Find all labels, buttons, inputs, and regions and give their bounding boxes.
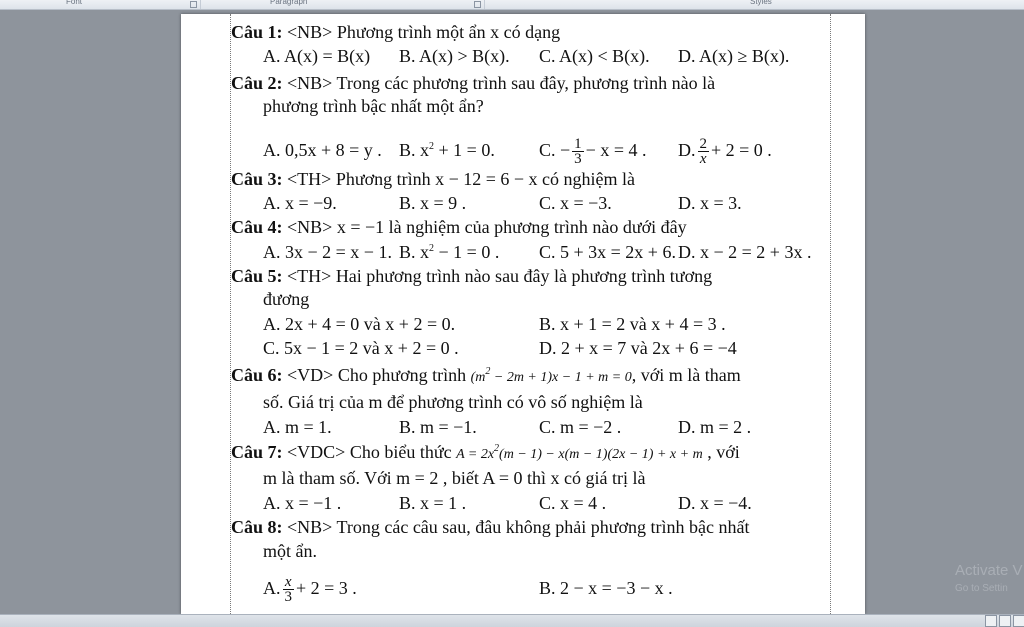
- option-b-rest: − 1 = 0 .: [434, 242, 500, 262]
- option-c: C. x = 4 .: [539, 493, 607, 513]
- option-b: B. x = 1 .: [399, 493, 467, 513]
- question-1: [231, 21, 560, 43]
- question-text-end: , với m là tham: [631, 365, 741, 385]
- option-c-label: C. −: [539, 140, 571, 160]
- ribbon-group-paragraph-label: Paragraph: [270, 0, 308, 6]
- option-c: C. 5x − 1 = 2 và x + 2 = 0 .: [263, 338, 459, 358]
- option-b-base: B. x: [399, 140, 430, 160]
- full-screen-view-icon[interactable]: [999, 615, 1011, 627]
- expression-base: A = 2x: [456, 447, 495, 462]
- option-d-label: D.: [678, 140, 696, 160]
- equation-base: (m: [470, 370, 486, 385]
- option-b: B. x = 9 .: [399, 193, 467, 213]
- question-7-continued: m là tham số. Với m = 2 , biết A = 0 thì x có giá trị là: [263, 468, 646, 488]
- option-a: A. x = −9.: [263, 193, 337, 213]
- option-a: A. 3x − 2 = x − 1.: [263, 242, 392, 262]
- exponent: 2: [429, 141, 435, 152]
- question-number: Câu 2:: [231, 73, 283, 93]
- question-text: <TH> Hai phương trình nào sau đây là phương trình tương: [282, 266, 713, 286]
- option-c: C. A(x) < B(x).: [539, 46, 650, 66]
- question-2-continued: phương trình bậc nhất một ẩn?: [263, 96, 484, 116]
- font-dialog-launcher-icon[interactable]: [190, 1, 197, 8]
- question-text-end: , với: [702, 442, 740, 462]
- question-8: [231, 516, 750, 538]
- question-text: <NB> Trong các phương trình sau đây, phương trình nào là: [282, 73, 716, 93]
- option-d: D. x = −4.: [678, 493, 752, 513]
- option-d: D. x = 3.: [678, 193, 742, 213]
- question-2: [231, 72, 715, 94]
- fraction: [572, 137, 584, 166]
- expression: [456, 443, 703, 462]
- question-6: [231, 364, 741, 389]
- fraction-denominator: x: [699, 151, 707, 168]
- exponent: 2: [485, 366, 491, 377]
- question-text: <NB> Trong các câu sau, đâu không phải phương trình bậc nhất: [282, 517, 750, 537]
- question-number: Câu 4:: [231, 217, 283, 237]
- option-d: D. A(x) ≥ B(x).: [678, 46, 790, 66]
- question-7: [231, 441, 740, 466]
- option-b: B. x + 1 = 2 và x + 4 = 3 .: [539, 314, 726, 334]
- option-d: D. x − 2 = 2 + 3x .: [678, 242, 812, 262]
- question-number: Câu 7:: [231, 442, 283, 462]
- fraction-numerator: x: [283, 575, 295, 590]
- option-a-rest: + 2 = 3 .: [296, 578, 357, 598]
- option-b: B. m = −1.: [399, 417, 477, 437]
- option-a-label: A.: [263, 578, 281, 598]
- option-b: [399, 241, 499, 263]
- equation: [470, 366, 632, 385]
- option-d: [678, 133, 772, 167]
- question-8-continued: một ẩn.: [263, 541, 317, 561]
- question-number: Câu 6:: [231, 365, 283, 385]
- question-3: [231, 168, 635, 190]
- question-6-continued: số. Giá trị của m để phương trình có vô số nghiệm là: [263, 392, 643, 412]
- fraction-denominator: 3: [284, 589, 292, 606]
- question-text: <NB> Phương trình một ẩn x có dạng: [282, 22, 561, 42]
- exponent: 2: [494, 443, 500, 454]
- ribbon-group-font-label: Font: [66, 0, 83, 6]
- question-number: Câu 5:: [231, 266, 283, 286]
- vertical-scrollbar[interactable]: [866, 14, 872, 614]
- option-c: C. 5 + 3x = 2x + 6.: [539, 242, 676, 262]
- status-bar: [0, 614, 1024, 627]
- option-b: B. 2 − x = −3 − x .: [539, 578, 673, 598]
- fraction: [698, 137, 710, 166]
- activate-windows-watermark: Activate V: [955, 562, 1023, 579]
- question-number: Câu 8:: [231, 517, 283, 537]
- option-b-rest: + 1 = 0.: [434, 140, 495, 160]
- fraction-numerator: 1: [574, 136, 582, 153]
- web-layout-view-icon[interactable]: [1013, 615, 1024, 627]
- text-boundary-right: [830, 14, 831, 614]
- option-b: [399, 133, 495, 167]
- option-a: A. x = −1 .: [263, 493, 342, 513]
- exponent: 2: [429, 243, 435, 254]
- question-text: <VDC> Cho biểu thức: [282, 442, 457, 462]
- option-a: A. 0,5x + 8 = y .: [263, 140, 382, 160]
- option-a: A. m = 1.: [263, 417, 332, 437]
- option-a: [263, 570, 357, 606]
- option-d: D. m = 2 .: [678, 417, 752, 437]
- document-page[interactable]: [181, 14, 865, 614]
- option-c-rest: − x = 4 .: [585, 140, 647, 160]
- ribbon-bar: [0, 0, 1024, 10]
- paragraph-dialog-launcher-icon[interactable]: [474, 1, 481, 8]
- question-5-continued: đương: [263, 289, 310, 309]
- option-d-rest: + 2 = 0 .: [711, 140, 772, 160]
- option-c: [539, 133, 646, 167]
- option-a: A. A(x) = B(x): [263, 46, 371, 66]
- fraction-denominator: 3: [574, 151, 582, 168]
- expression-rest: (m − 1) − x(m − 1)(2x − 1) + x + m: [499, 447, 703, 462]
- equation-rest: − 2m + 1)x − 1 + m = 0: [490, 370, 632, 385]
- question-number: Câu 1:: [231, 22, 283, 42]
- question-text: <VD> Cho phương trình: [282, 365, 471, 385]
- option-b-base: B. x: [399, 242, 430, 262]
- ribbon-separator: [200, 0, 201, 9]
- ribbon-group-styles-label: Styles: [750, 0, 772, 6]
- option-b: B. A(x) > B(x).: [399, 46, 510, 66]
- option-a: A. 2x + 4 = 0 và x + 2 = 0.: [263, 314, 456, 334]
- option-c: C. m = −2 .: [539, 417, 622, 437]
- question-4: [231, 216, 687, 238]
- activate-windows-subtitle: Go to Settin: [955, 583, 1008, 594]
- print-layout-view-icon[interactable]: [985, 615, 997, 627]
- question-text: <NB> x = −1 là nghiệm của phương trình nào dưới đây: [282, 217, 687, 237]
- fraction: [283, 575, 295, 604]
- question-text: <TH> Phương trình x − 12 = 6 − x có nghiệm là: [282, 169, 636, 189]
- fraction-numerator: 2: [699, 136, 707, 153]
- ribbon-separator: [484, 0, 485, 9]
- question-5: [231, 265, 712, 287]
- option-c: C. x = −3.: [539, 193, 612, 213]
- question-number: Câu 3:: [231, 169, 283, 189]
- option-d: D. 2 + x = 7 và 2x + 6 = −4: [539, 338, 737, 358]
